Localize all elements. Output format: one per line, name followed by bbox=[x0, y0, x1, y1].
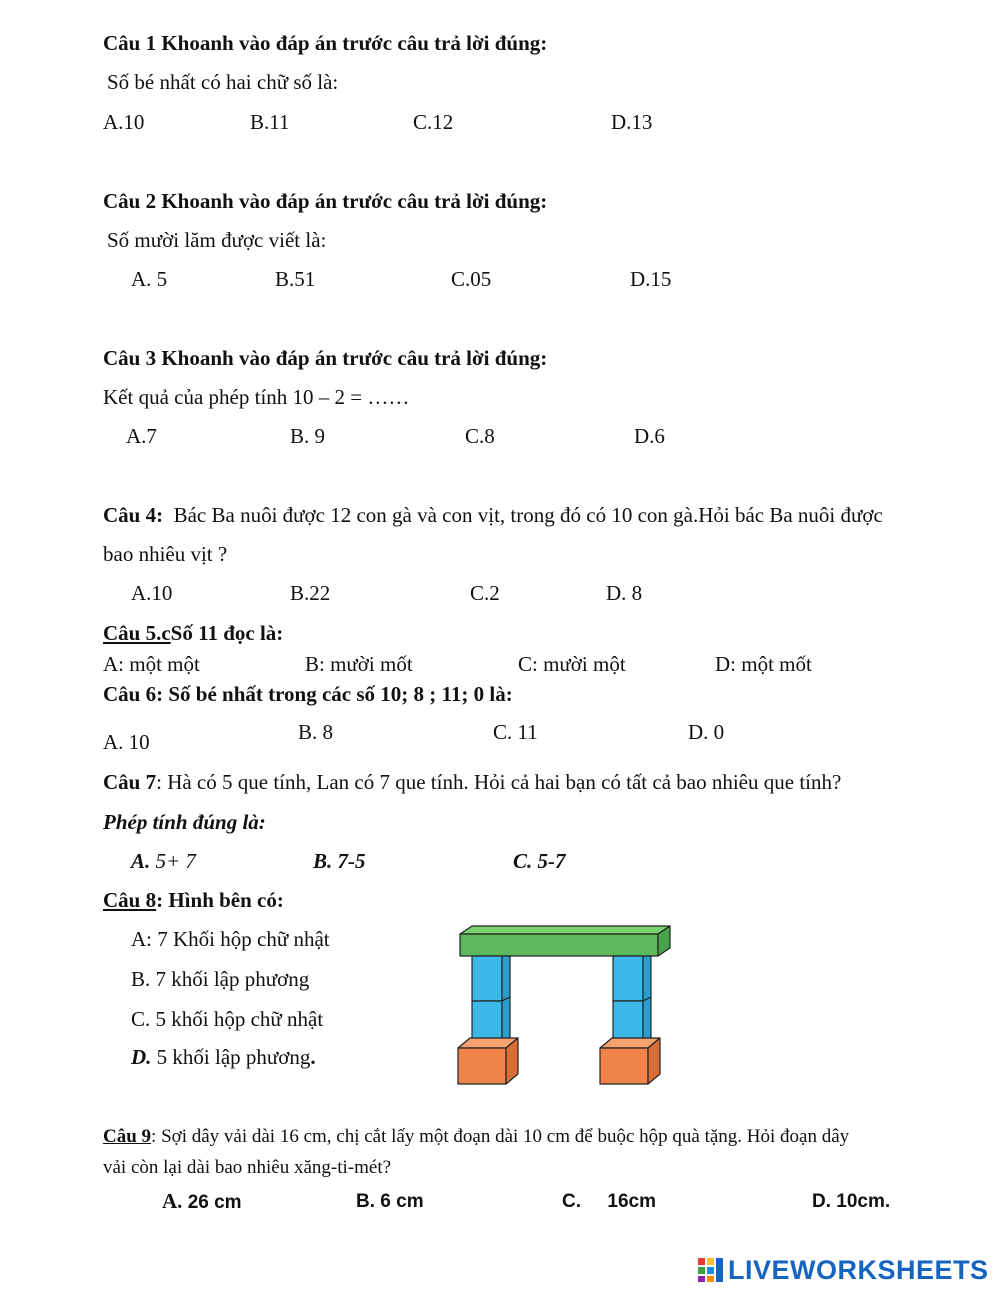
q9-option-a[interactable] bbox=[162, 1191, 242, 1212]
q3-option-d[interactable]: D.6 bbox=[634, 424, 665, 448]
q7-option-a-key: A. bbox=[131, 849, 151, 873]
q9-option-d[interactable]: D. 10cm. bbox=[812, 1191, 891, 1212]
q5-option-d[interactable]: D: một mốt bbox=[715, 652, 812, 676]
q8-option-a[interactable]: A: 7 Khối hộp chữ nhật bbox=[131, 927, 330, 951]
q7-option-c[interactable]: C. 5-7 bbox=[513, 849, 566, 873]
q8-title bbox=[103, 890, 284, 911]
q8-label: Câu 8 bbox=[103, 888, 157, 912]
q8-text: : Hình bên có: bbox=[156, 888, 284, 912]
q7-text: : Hà có 5 que tính, Lan có 7 que tính. Hỏi cả hai bạn có tất cả bao nhiêu que tính? bbox=[156, 770, 842, 794]
top-slab-front bbox=[460, 934, 658, 956]
blocks-figure bbox=[450, 920, 680, 1090]
q1-option-d[interactable]: D.13 bbox=[611, 110, 653, 134]
q4-text-line1: Bác Ba nuôi được 12 con gà và con vịt, trong đó có 10 con gà.Hỏi bác Ba nuôi được bbox=[173, 503, 883, 527]
q3-option-c[interactable]: C.8 bbox=[465, 424, 495, 448]
right-pillar-upper-side bbox=[643, 956, 651, 1001]
q3-option-a[interactable]: A.7 bbox=[126, 424, 157, 448]
q9-question-line1 bbox=[103, 1127, 849, 1146]
q9-text-line1: : Sợi dây vải dài 16 cm, chị cắt lấy một đoạn dài 10 cm để buộc hộp quà tặng. Hỏi đoạn dây bbox=[151, 1126, 850, 1147]
q1-option-b[interactable]: B.11 bbox=[250, 110, 290, 134]
q3-option-b[interactable]: B. 9 bbox=[290, 424, 326, 448]
q8-option-b[interactable]: B. 7 khối lập phương bbox=[131, 967, 310, 991]
right-base-front bbox=[600, 1048, 648, 1084]
q5-label: Câu 5.c bbox=[103, 621, 171, 645]
q8-option-c[interactable]: C. 5 khối hộp chữ nhật bbox=[131, 1007, 324, 1031]
q6-option-c[interactable]: C. 11 bbox=[493, 720, 538, 744]
q5-text: Số 11 đọc là: bbox=[170, 621, 284, 645]
q1-title: Câu 1 Khoanh vào đáp án trước câu trả lời đúng: bbox=[103, 31, 548, 55]
liveworksheets-logo-text: LIVEWORKSHEETS bbox=[728, 1255, 989, 1285]
q2-title: Câu 2 Khoanh vào đáp án trước câu trả lời đúng: bbox=[103, 189, 548, 213]
q1-option-a[interactable]: A.10 bbox=[103, 110, 145, 134]
q6-option-a[interactable]: A. 10 bbox=[103, 730, 150, 754]
q3-title: Câu 3 Khoanh vào đáp án trước câu trả lời đúng: bbox=[103, 346, 548, 370]
q7-option-a[interactable] bbox=[131, 851, 196, 872]
q8-option-d-value: 5 khối lập phương bbox=[151, 1045, 311, 1069]
q4-label: Câu 4: bbox=[103, 503, 164, 527]
q9-label: Câu 9 bbox=[103, 1126, 152, 1147]
q4-option-b[interactable]: B.22 bbox=[290, 581, 331, 605]
q9-option-c[interactable]: C. 16cm bbox=[562, 1191, 656, 1212]
q4-question-line2: bao nhiêu vịt ? bbox=[103, 542, 228, 566]
q9-option-a-key: A. bbox=[162, 1189, 183, 1213]
liveworksheets-logo-icon bbox=[698, 1258, 724, 1282]
right-pillar-upper bbox=[613, 956, 643, 1001]
q5-title bbox=[103, 623, 283, 644]
q9-option-b[interactable]: B. 6 cm bbox=[356, 1191, 424, 1212]
q8-option-d-dot: . bbox=[310, 1045, 316, 1069]
q5-option-c[interactable]: C: mười một bbox=[518, 652, 626, 676]
q1-question: Số bé nhất có hai chữ số là: bbox=[107, 70, 339, 94]
left-pillar-upper bbox=[472, 956, 502, 1001]
q7-label: Câu 7 bbox=[103, 770, 157, 794]
q8-option-d[interactable] bbox=[131, 1047, 316, 1068]
q9-question-line2: vải còn lại dài bao nhiêu xăng-ti-mét? bbox=[103, 1157, 392, 1178]
q6-option-b[interactable]: B. 8 bbox=[298, 720, 334, 744]
q7-question bbox=[103, 772, 841, 793]
q2-option-d[interactable]: D.15 bbox=[630, 267, 672, 291]
q4-option-d[interactable]: D. 8 bbox=[606, 581, 643, 605]
left-base-front bbox=[458, 1048, 506, 1084]
q4-option-c[interactable]: C.2 bbox=[470, 581, 500, 605]
q7-subtitle: Phép tính đúng là: bbox=[103, 810, 266, 834]
q2-option-a[interactable]: A. 5 bbox=[131, 267, 168, 291]
q7-option-b[interactable]: B. 7-5 bbox=[313, 849, 366, 873]
q3-question: Kết quả của phép tính 10 – 2 = …… bbox=[103, 385, 410, 409]
q6-title: Câu 6: Số bé nhất trong các số 10; 8 ; 11; 0 là: bbox=[103, 682, 513, 706]
q5-option-b[interactable]: B: mười mốt bbox=[305, 652, 413, 676]
q6-option-d[interactable]: D. 0 bbox=[688, 720, 725, 744]
q2-question: Số mười lăm được viết là: bbox=[107, 228, 327, 252]
q8-option-d-key: D. bbox=[131, 1045, 152, 1069]
q1-option-c[interactable]: C.12 bbox=[413, 110, 454, 134]
q4-option-a[interactable]: A.10 bbox=[131, 581, 173, 605]
q2-option-c[interactable]: C.05 bbox=[451, 267, 492, 291]
left-pillar-upper-side bbox=[502, 956, 510, 1001]
q9-option-a-value: 26 cm bbox=[182, 1192, 242, 1213]
q2-option-b[interactable]: B.51 bbox=[275, 267, 316, 291]
q5-option-a[interactable]: A: một một bbox=[103, 652, 200, 676]
q4-question-line1 bbox=[103, 505, 883, 526]
top-slab-top bbox=[460, 926, 670, 934]
q7-option-a-value: 5+ 7 bbox=[155, 849, 196, 873]
